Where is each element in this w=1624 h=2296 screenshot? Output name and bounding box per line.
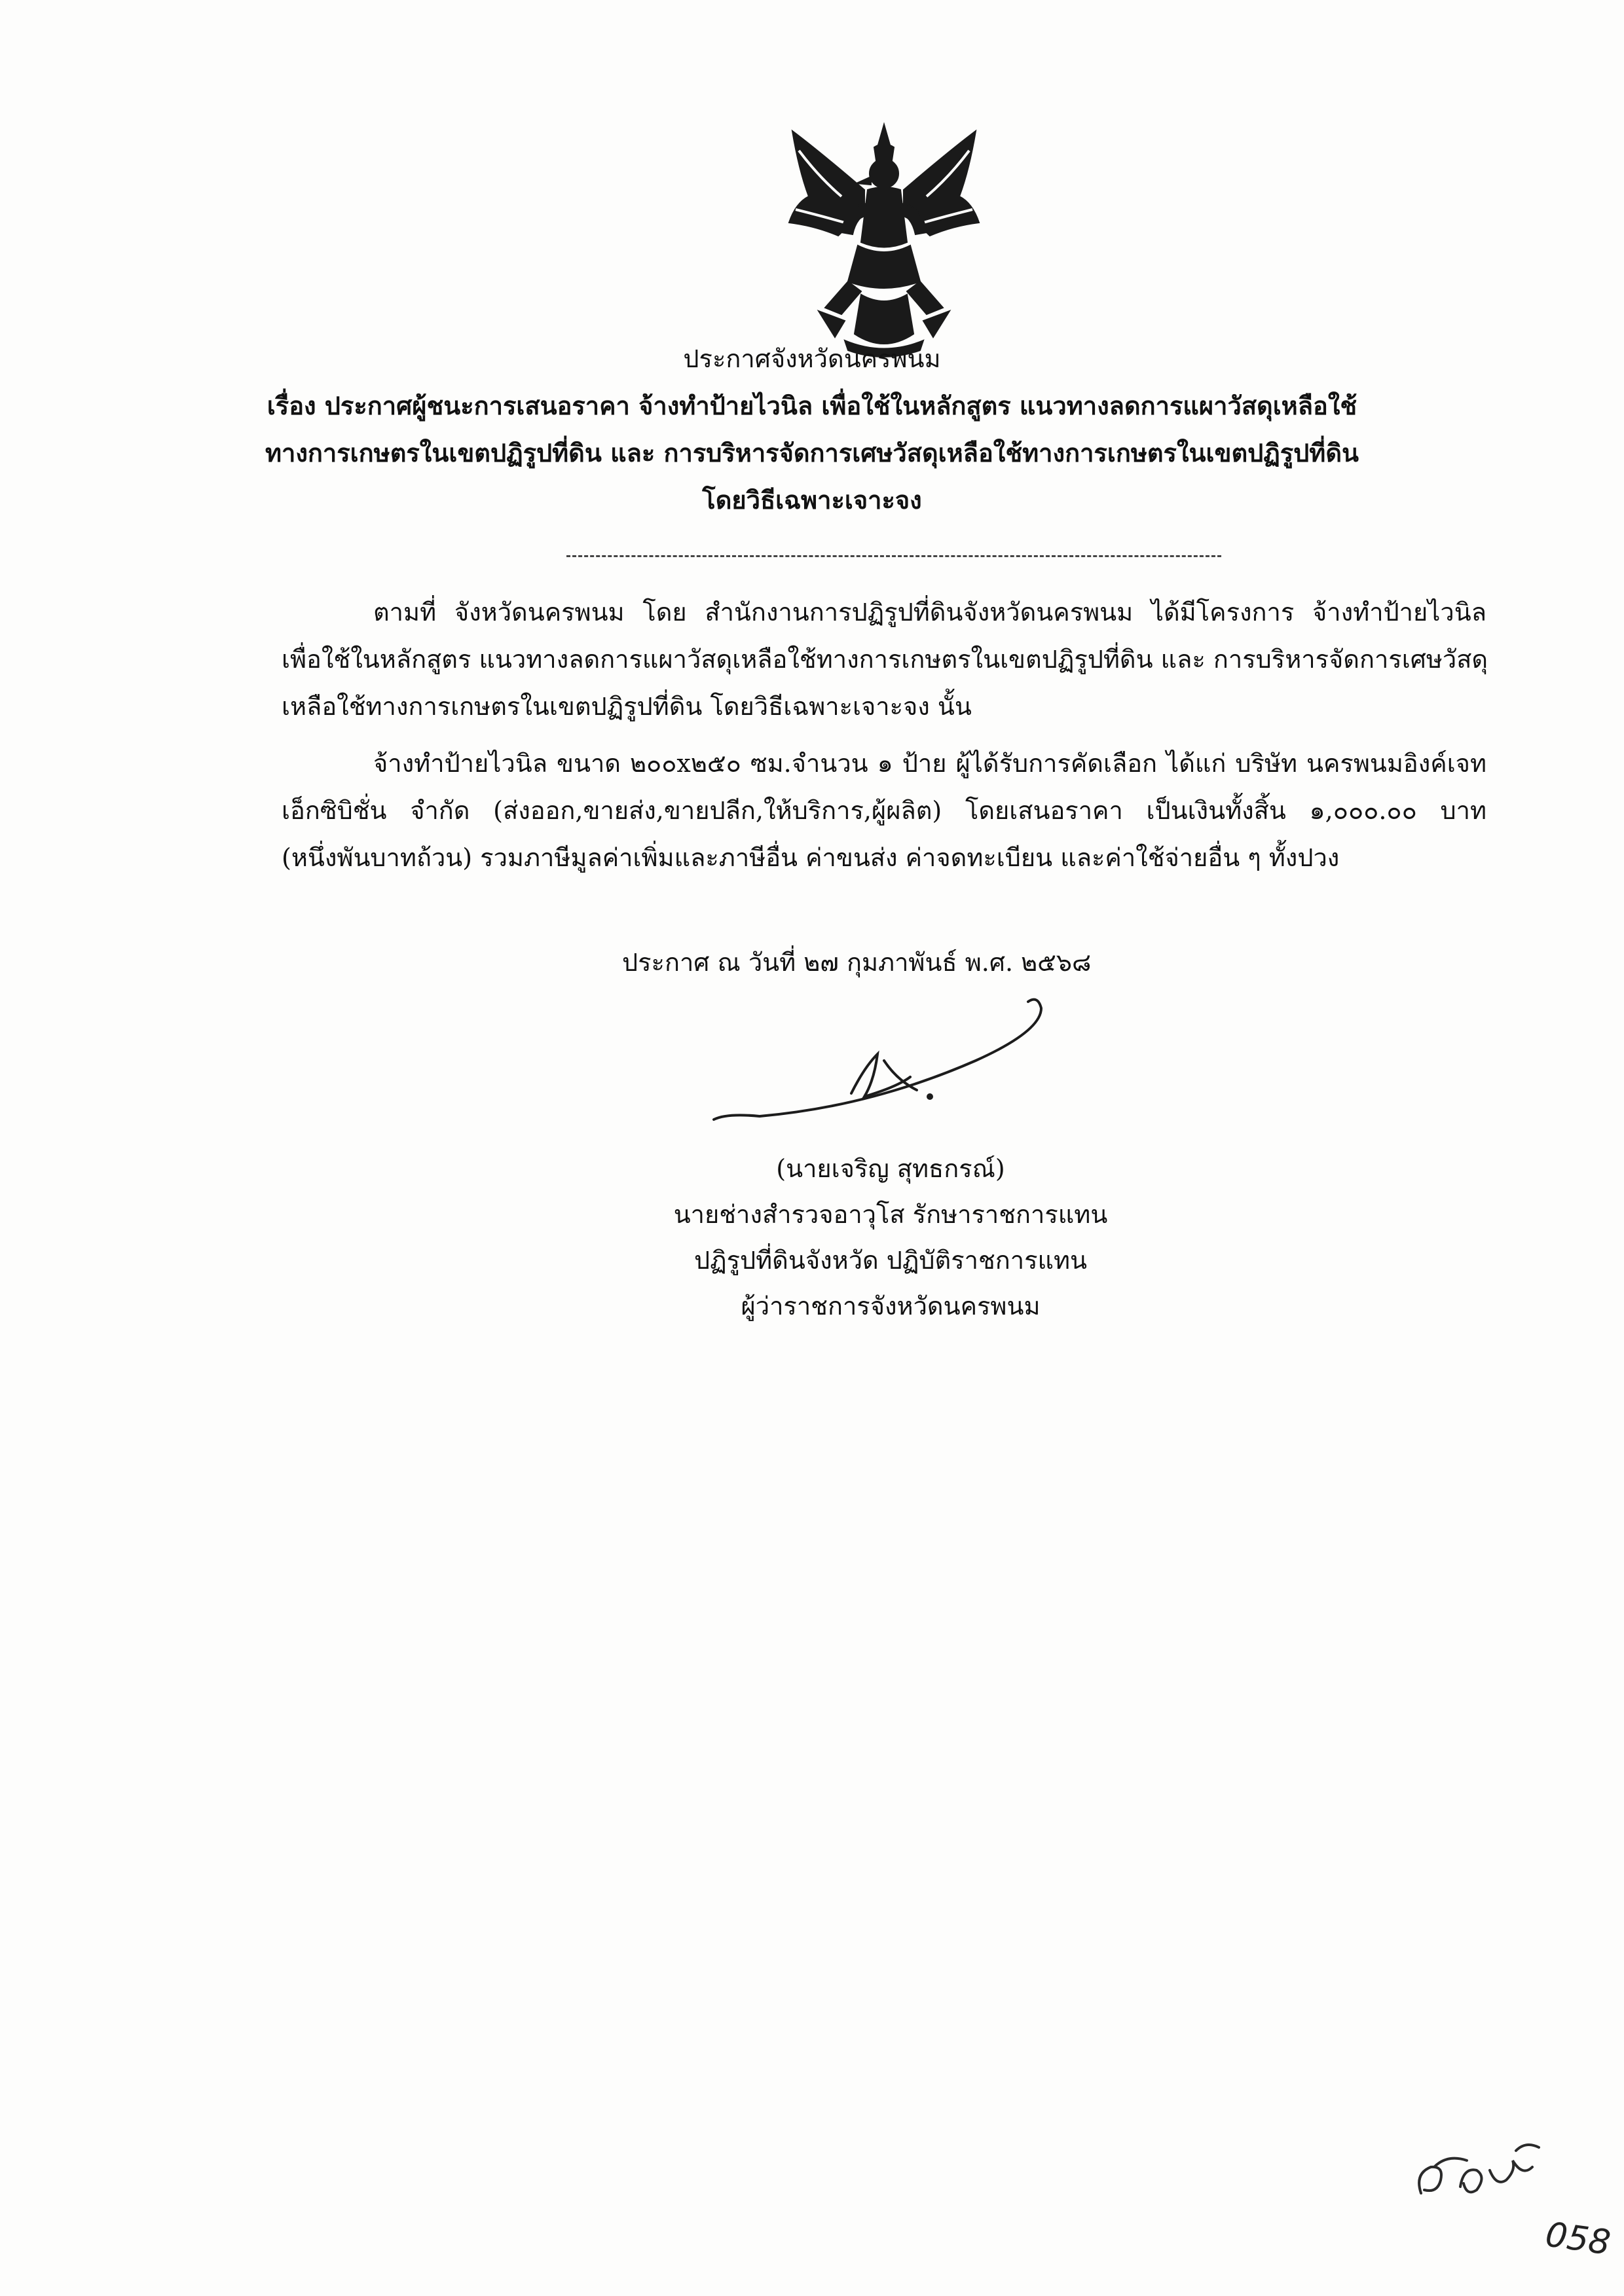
divider <box>566 555 1221 557</box>
paragraph-1-line-1: ตามที่ จังหวัดนครพนม โดย สำนักงานการปฏิรูปที่ดินจังหวัดนครพนม ได้มีโครงการ จ้างทำป้ายไวนิล <box>373 598 1486 627</box>
signatory-position-3: ผู้ว่าราชการจังหวัดนครพนม <box>741 1292 1041 1321</box>
document-title: ประกาศจังหวัดนครพนม <box>683 344 941 373</box>
signatory-name: (นายเจริญ สุทธกรณ์) <box>776 1154 1005 1183</box>
subject-line-3: โดยวิธีเฉพาะเจาะจง <box>702 485 922 515</box>
handwritten-signature <box>701 982 1067 1152</box>
subject-line-2: ทางการเกษตรในเขตปฏิรูปที่ดิน และ การบริหารจัดการเศษวัสดุเหลือใช้ทางการเกษตรในเขตปฏิรูปที่ดิน <box>265 438 1359 467</box>
paragraph-2-line-1: จ้างทำป้ายไวนิล ขนาด ๒๐๐x๒๕๐ ซม.จำนวน ๑ ป้าย ผู้ได้รับการคัดเลือก ได้แก่ บริษัท นครพนมอิงค์เจท <box>373 749 1486 778</box>
paragraph-2-line-3: (หนึ่งพันบาทถ้วน) รวมภาษีมูลค่าเพิ่มและภาษีอื่น ค่าขนส่ง ค่าจดทะเบียน และค่าใช้จ่ายอื่น ๆ ทั้งปวง <box>282 843 1340 872</box>
garuda-emblem-icon <box>779 111 989 360</box>
paragraph-1-line-3: เหลือใช้ทางการเกษตรในเขตปฏิรูปที่ดิน โดยวิธีเฉพาะเจาะจง นั้น <box>282 692 972 721</box>
announcement-date: ประกาศ ณ วันที่ ๒๗ กุมภาพันธ์ พ.ศ. ๒๕๖๘ <box>622 948 1092 977</box>
paragraph-1-line-2: เพื่อใช้ในหลักสูตร แนวทางลดการแผาวัสดุเหลือใช้ทางการเกษตรในเขตปฏิรูปที่ดิน และ การบริหารจัดการเศษวัสดุ <box>282 645 1488 674</box>
page-number: 058 <box>1543 2215 1613 2263</box>
paragraph-2-line-2: เอ็กซิบิชั่น จำกัด (ส่งออก,ขายส่ง,ขายปลีก,ให้บริการ,ผู้ผลิต) โดยเสนอราคา เป็นเงินทั้งสิ้น ๑,๐๐๐.๐๐ บาท <box>282 796 1486 825</box>
subject-line-1: เรื่อง ประกาศผู้ชนะการเสนอราคา จ้างทำป้ายไวนิล เพื่อใช้ในหลักสูตร แนวทางลดการแผาวัสดุเหลือใช้ <box>267 391 1357 420</box>
signatory-position-2: ปฏิรูปที่ดินจังหวัด ปฏิบัติราชการแทน <box>693 1246 1088 1275</box>
signatory-position-1: นายช่างสำรวจอาวุโส รักษาราชการแทน <box>673 1200 1108 1229</box>
